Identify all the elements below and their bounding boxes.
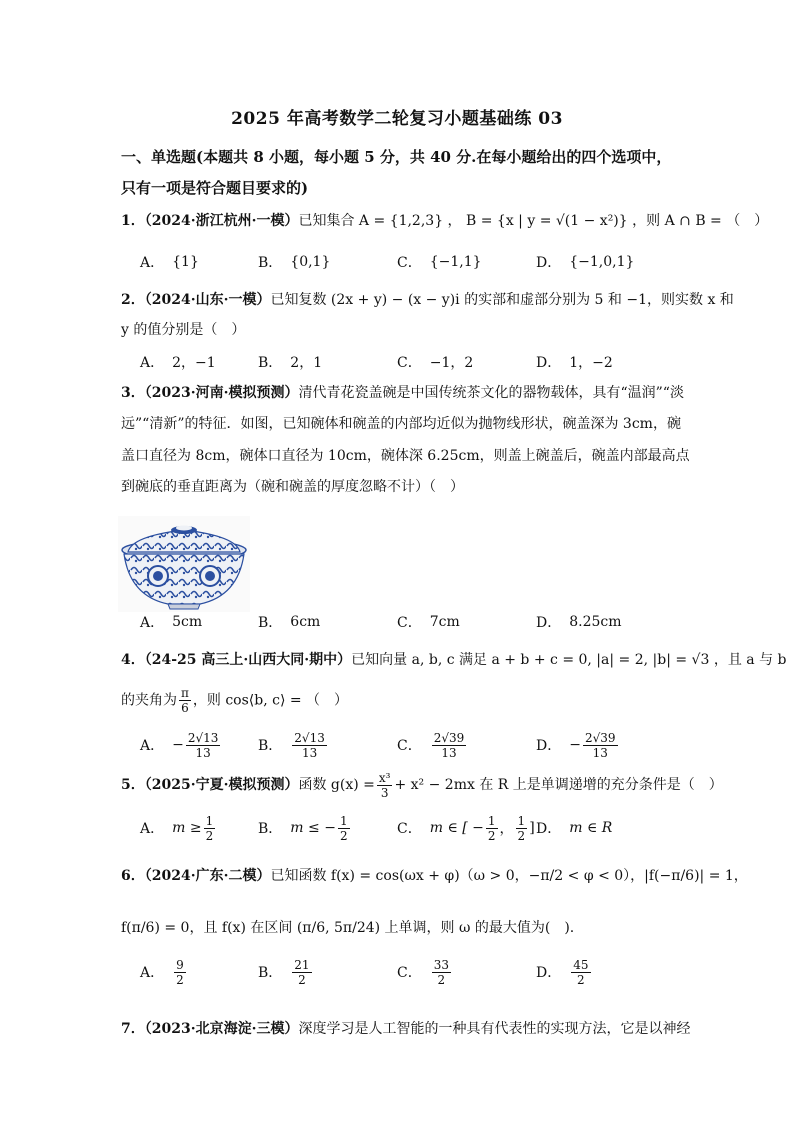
question-2-stem: 已知复数 (2x + y) − (x − y)i 的实部和虚部分别为 5 和 −1，则实数 x 和	[270, 292, 734, 308]
option-a: A． m ≥ $\frac{1}{2}$	[140, 813, 214, 843]
question-2-options	[140, 348, 660, 376]
question-3-stem: 清代青花瓷盖碗是中国传统茶文化的器物载体，具有“温润”“淡	[298, 385, 684, 401]
option-d: D． 8.25cm	[536, 614, 622, 631]
question-6-options	[140, 954, 660, 990]
option-b: B． $\frac{21}{2}$	[258, 957, 310, 987]
question-6: 6．（2024·广东·二模）已知函数 f(x) = cos(ωx + φ)（ω > 0，−π/2 < φ < 0），|f(−π/6)| = 1，	[121, 868, 748, 884]
question-7: 7．（2023·北京海淀·三模）深度学习是人工智能的一种具有代表性的实现方法，它是以神经	[121, 1021, 691, 1037]
option-d: D． m ∈ R	[536, 820, 613, 837]
option-c: C． $\frac{33}{2}$	[397, 957, 449, 987]
question-7-stem: 深度学习是人工智能的一种具有代表性的实现方法，它是以神经	[298, 1021, 691, 1037]
option-a: A． − $\frac{2√13}{13}$	[140, 730, 219, 760]
option-a: A． 2，−1	[140, 355, 216, 371]
section-heading-line2: 只有一项是符合题目要求的)	[121, 179, 309, 197]
option-a: A． {1}	[140, 254, 199, 271]
question-3: 3．（2023·河南·模拟预测）清代青花瓷盖碗是中国传统茶文化的器物载体，具有“温润”“淡	[121, 385, 684, 401]
question-2: 2．（2024·山东·一模）已知复数 (2x + y) − (x − y)i 的实部和虚部分别为 5 和 −1，则实数 x 和	[121, 292, 734, 308]
option-b: B． 2，1	[258, 355, 323, 371]
option-b: B． $\frac{2√13}{13}$	[258, 730, 325, 760]
question-6-line2: f(π/6) = 0，且 f(x) 在区间 (π/6, 5π/24) 上单调，则 ω 的最大值为( ).	[121, 920, 575, 936]
question-1-stem: 已知集合 A = {1,2,3} ， B = {x | y = √(1 − x²)} ，则 A ∩ B = （ ）	[298, 213, 769, 229]
question-1-options	[140, 248, 660, 276]
question-2-line2: y 的值分别是（ ）	[121, 322, 246, 338]
option-c: C． −1，2	[397, 355, 474, 371]
option-c: C． $\frac{2√39}{13}$	[397, 730, 465, 760]
option-d: D． {−1,0,1}	[536, 254, 635, 271]
question-1: 1．（2024·浙江杭州·一模）已知集合 A = {1,2,3} ， B = {x | y = √(1 − x²)} ，则 A ∩ B = （ ）	[121, 213, 769, 229]
question-5-options	[140, 810, 660, 846]
question-6-stem: 已知函数 f(x) = cos(ωx + φ)（ω > 0，−π/2 < φ < 0），|f(−π/6)| = 1，	[270, 868, 748, 884]
question-3-line4: 到碗底的垂直距离为（碗和碗盖的厚度忽略不计）（ ）	[121, 479, 464, 495]
option-b: B． {0,1}	[258, 254, 331, 271]
section-heading	[121, 142, 681, 204]
question-4-stem: 已知向量 a, b, c 满足 a + b + c = 0, |a| = 2, |b| = √3 ，且 a 与 b	[351, 652, 787, 668]
question-4-line2: 的夹角为 $\frac{\pi}{6}$ ，则 cos⟨b, c⟩ = （ ）	[121, 686, 349, 715]
option-b: B． m ≤ − $\frac{1}{2}$	[258, 813, 348, 843]
option-a: A． $\frac{9}{2}$	[140, 957, 184, 987]
option-d: D． 1，−2	[536, 355, 613, 371]
question-5: 5．（2025·宁夏·模拟预测）函数 g(x) = $\frac{\text{x³}}{3}$ + x² − 2mx 在 R 上是单调递增的充分条件是（ ）	[121, 770, 723, 800]
option-a: A． 5cm	[140, 614, 203, 631]
option-c: C． {−1,1}	[397, 254, 482, 271]
question-3-line2: 远”“清新”的特征．如图，已知碗体和碗盖的内部均近似为抛物线形状，碗盖深为 3cm，碗	[121, 416, 681, 432]
porcelain-bowl-image	[118, 516, 250, 612]
option-b: B． 6cm	[258, 614, 321, 631]
section-heading-line1: 一、单选题(本题共 8 小题，每小题 5 分，共 40 分.在每小题给出的四个选项中，	[121, 148, 672, 166]
page-title: 2025 年高考数学二轮复习小题基础练 03	[231, 109, 563, 129]
question-4: 4．（24-25 高三上·山西大同·期中）已知向量 a, b, c 满足 a + b + c = 0, |a| = 2, |b| = √3 ，且 a 与 b	[121, 652, 787, 668]
option-d: D． $\frac{45}{2}$	[536, 957, 589, 987]
question-3-options	[140, 608, 660, 636]
option-c: C． m ∈ [ − $\frac{1}{2}$ ， $\frac{1}{2}$ ]	[397, 813, 535, 843]
option-c: C． 7cm	[397, 614, 460, 631]
option-d: D． − $\frac{2√39}{13}$	[536, 730, 616, 760]
question-4-options	[140, 728, 660, 762]
question-3-line3: 盖口直径为 8cm，碗体口直径为 10cm，碗体深 6.25cm，则盖上碗盖后，碗盖内部最高点	[121, 448, 690, 464]
